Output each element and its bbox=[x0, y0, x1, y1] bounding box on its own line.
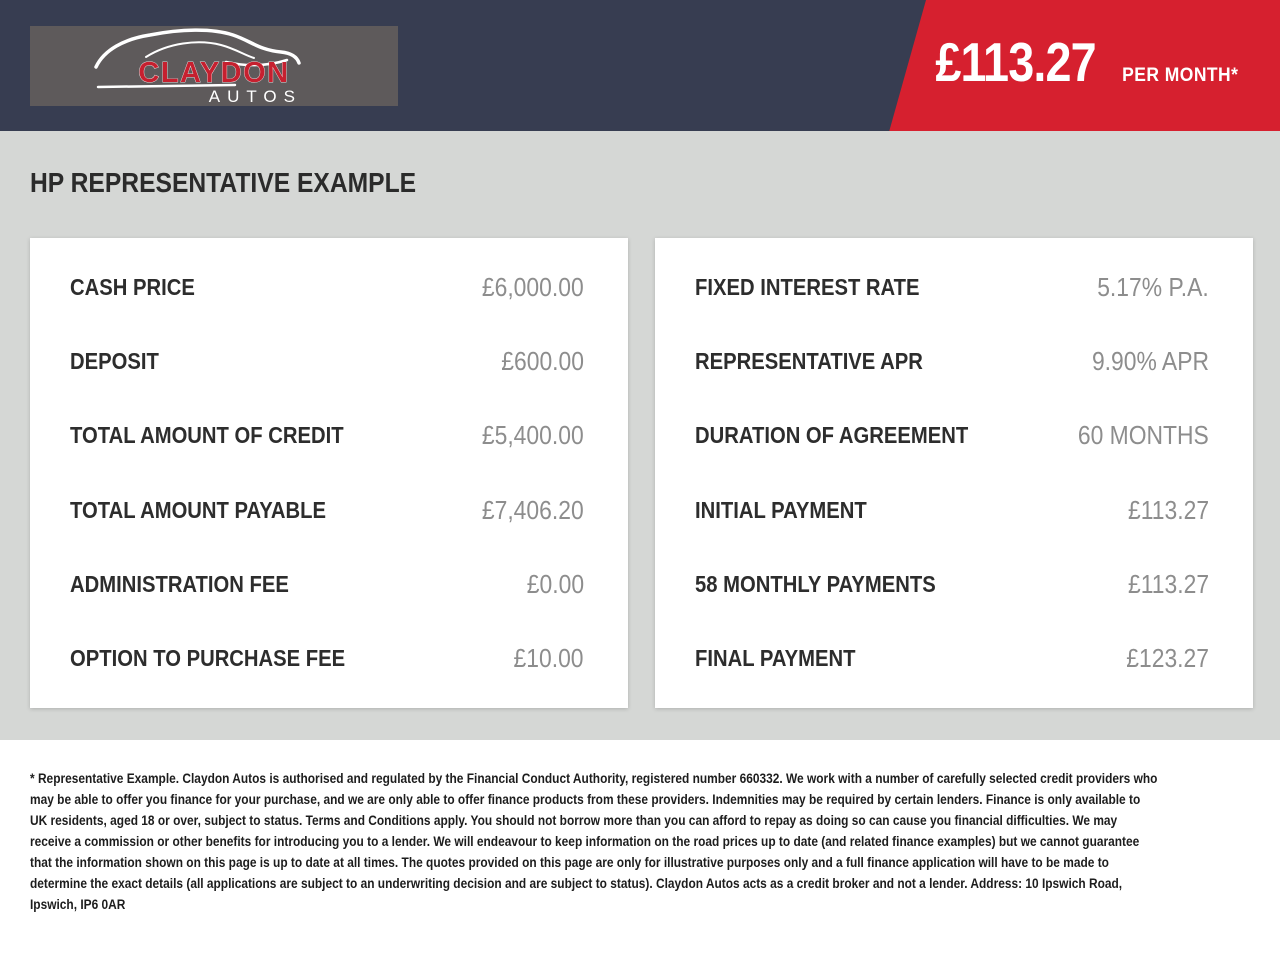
row-value: 5.17% P.A. bbox=[1097, 271, 1209, 302]
row-total-credit bbox=[70, 416, 584, 456]
row-value: £123.27 bbox=[1126, 643, 1209, 674]
row-deposit bbox=[70, 341, 584, 381]
row-label: TOTAL AMOUNT PAYABLE bbox=[70, 496, 327, 523]
row-label: DURATION OF AGREEMENT bbox=[695, 422, 969, 449]
legal-disclaimer-text: * Representative Example. Claydon Autos is authorised and regulated by the Financial Conduct Authority, registered number 660332. We work with a number of carefully selected credit providers who may be able to offer you finance for your purchase, and we are only able to offer finance products from these providers. Indemnities may be required by certain lenders. Finance is only available to UK residents, aged 18 or over, subject to status. Terms and Conditions apply. You should not borrow more than you can afford to repay as doing so can cause you financial difficulties. We may receive a commission or other benefits for introducing you to a lender. We will endeavour to keep information on the road prices up to date (and related finance examples) but we cannot guarantee that the information shown on this page is up to date at all times. The quotes provided on this page are only for illustrative purposes only and a full finance application will have to be made to determine the exact details (all applications are subject to an underwriting decision and are subject to status). Claydon Autos acts as a credit broker and not a lender. Address: 10 Ipswich Road, Ipswich, IP6 0AR bbox=[30, 771, 1158, 912]
row-final-payment bbox=[695, 639, 1209, 679]
row-value: £0.00 bbox=[526, 569, 584, 600]
dealer-logo bbox=[30, 26, 398, 106]
monthly-price-amount: £113.27 bbox=[935, 31, 1096, 93]
finance-panel-right bbox=[655, 238, 1253, 708]
row-value: £600.00 bbox=[501, 345, 584, 376]
claydon-autos-logo bbox=[30, 26, 398, 106]
row-total-payable bbox=[70, 490, 584, 530]
row-option-fee bbox=[70, 639, 584, 679]
row-value: £7,406.20 bbox=[482, 494, 584, 525]
row-apr bbox=[695, 341, 1209, 381]
finance-panel-left bbox=[30, 238, 628, 708]
row-label: FINAL PAYMENT bbox=[695, 645, 856, 672]
row-label: OPTION TO PURCHASE FEE bbox=[70, 645, 346, 672]
row-label: ADMINISTRATION FEE bbox=[70, 571, 289, 598]
row-interest-rate bbox=[695, 267, 1209, 307]
row-label: INITIAL PAYMENT bbox=[695, 496, 867, 523]
row-value: £113.27 bbox=[1127, 494, 1209, 525]
row-cash-price bbox=[70, 267, 584, 307]
row-admin-fee bbox=[70, 565, 584, 605]
page-title: HP REPRESENTATIVE EXAMPLE bbox=[30, 167, 417, 198]
row-value: £6,000.00 bbox=[482, 271, 584, 302]
row-value: 9.90% APR bbox=[1091, 345, 1209, 376]
row-label: REPRESENTATIVE APR bbox=[695, 347, 923, 374]
logo-brand-text: CLAYDON bbox=[138, 57, 290, 89]
row-value: £113.27 bbox=[1127, 569, 1209, 600]
finance-panels bbox=[30, 238, 1253, 708]
content-area bbox=[0, 131, 1280, 740]
row-value: £10.00 bbox=[514, 643, 584, 674]
monthly-price-banner bbox=[907, 30, 1238, 94]
footer bbox=[0, 740, 1280, 960]
monthly-price-suffix: PER MONTH* bbox=[1121, 65, 1238, 86]
row-label: 58 MONTHLY PAYMENTS bbox=[695, 571, 936, 598]
row-label: DEPOSIT bbox=[70, 347, 159, 374]
header-bar bbox=[0, 0, 1280, 131]
row-duration bbox=[695, 416, 1209, 456]
row-initial-payment bbox=[695, 490, 1209, 530]
row-label: TOTAL AMOUNT OF CREDIT bbox=[70, 422, 344, 449]
row-monthly-payments bbox=[695, 565, 1209, 605]
row-label: FIXED INTEREST RATE bbox=[695, 273, 920, 300]
row-value: 60 MONTHS bbox=[1078, 420, 1209, 451]
row-label: CASH PRICE bbox=[70, 273, 195, 300]
row-value: £5,400.00 bbox=[482, 420, 584, 451]
logo-subtitle-text: AUTOS bbox=[208, 87, 302, 106]
